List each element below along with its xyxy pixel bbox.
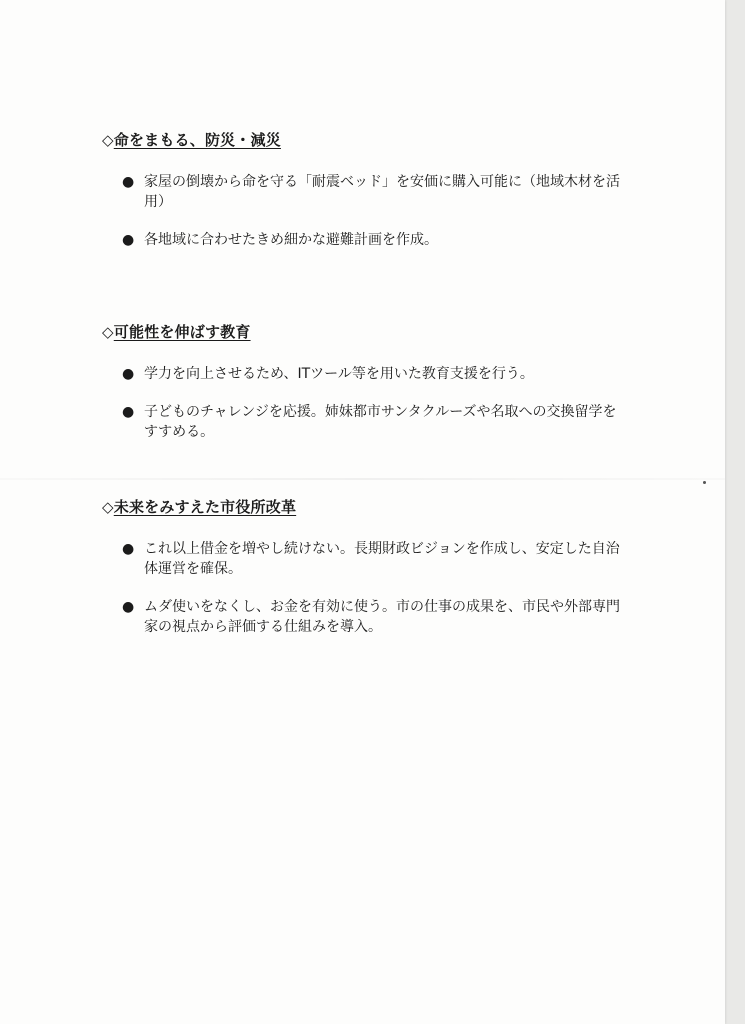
list-item-text: 各地域に合わせたきめ細かな避難計画を作成。 (144, 232, 438, 248)
section-heading (102, 130, 642, 150)
bullet-icon: ● (122, 541, 135, 557)
list-item (102, 364, 622, 384)
list-item (102, 402, 622, 442)
diamond-icon: ◇ (102, 131, 114, 149)
bullet-icon: ● (122, 366, 135, 382)
list-item (102, 172, 622, 212)
section-disaster-prevention (102, 130, 642, 250)
section-education (102, 322, 642, 442)
diamond-icon: ◇ (102, 498, 114, 516)
section-title: 可能性を伸ばす教育 (113, 323, 251, 341)
list-item-text: 家屋の倒壊から命を守る「耐震ベッド」を安価に購入可能に（地域木材を活用） (144, 174, 620, 210)
list-item (102, 230, 622, 250)
bullet-icon: ● (122, 404, 135, 420)
bullet-list (102, 172, 642, 250)
list-item (102, 539, 622, 579)
paper-speck (703, 481, 706, 484)
bullet-list (102, 539, 642, 637)
section-heading (102, 322, 642, 342)
section-title: 未来をみすえた市役所改革 (113, 498, 297, 516)
bullet-icon: ● (122, 174, 135, 190)
section-city-hall-reform (102, 497, 642, 637)
bullet-icon: ● (122, 232, 135, 248)
list-item (102, 597, 622, 637)
list-item-text: 子どものチャレンジを応援。姉妹都市サンタクルーズや名取への交換留学をすすめる。 (144, 404, 617, 440)
list-item-text: ムダ使いをなくし、お金を有効に使う。市の仕事の成果を、市民や外部専門家の視点から評価する仕組みを導入。 (144, 599, 620, 635)
bullet-list (102, 364, 642, 442)
diamond-icon: ◇ (102, 323, 114, 341)
section-heading (102, 497, 642, 517)
list-item-text: これ以上借金を増やし続けない。長期財政ビジョンを作成し、安定した自治体運営を確保。 (144, 541, 620, 577)
paper-fold-line (0, 478, 725, 480)
list-item-text: 学力を向上させるため、ITツール等を用いた教育支援を行う。 (144, 366, 534, 382)
bullet-icon: ● (122, 599, 135, 615)
section-title: 命をまもる、防災・減災 (113, 131, 281, 149)
